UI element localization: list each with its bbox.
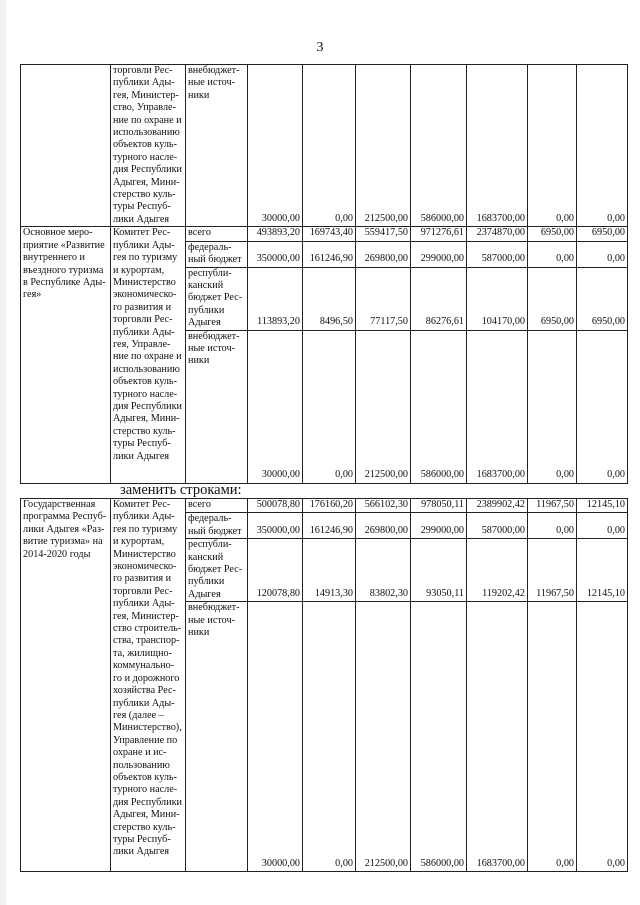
value-cell: 0,00	[303, 65, 356, 227]
name-cell: Основное меро- приятие «Развитие внутреннего и въездного туризма в Республике Ады- гея»	[21, 227, 111, 483]
value-cell: 587000,00	[467, 241, 528, 267]
value-cell: 212500,00	[356, 602, 411, 872]
value-cell: 8496,50	[303, 267, 356, 330]
source-cell: республи- канский бюджет Рес- публики Адыгея	[186, 267, 248, 330]
name-cell-empty	[21, 65, 111, 227]
value-cell: 971276,61	[411, 227, 467, 241]
name-cell: Государственная программа Респуб- лики Адыгея «Раз- витие туризма» на 2014-2020 годы	[21, 499, 111, 872]
value-cell: 6950,00	[528, 227, 577, 241]
value-cell: 212500,00	[356, 330, 411, 483]
value-cell: 0,00	[577, 602, 628, 872]
table-row	[21, 227, 628, 241]
value-cell: 559417,50	[356, 227, 411, 241]
value-cell: 6950,00	[528, 267, 577, 330]
value-cell: 586000,00	[411, 330, 467, 483]
value-cell: 12145,10	[577, 539, 628, 602]
source-cell: внебюджет- ные источ- ники	[186, 602, 248, 872]
source-cell: республи- канский бюджет Рес- публики Адыгея	[186, 539, 248, 602]
value-cell: 566102,30	[356, 499, 411, 513]
value-cell: 586000,00	[411, 602, 467, 872]
value-cell: 500078,80	[248, 499, 303, 513]
value-cell: 0,00	[528, 241, 577, 267]
table-row	[21, 65, 628, 227]
value-cell: 269800,00	[356, 241, 411, 267]
value-cell: 0,00	[528, 602, 577, 872]
value-cell: 0,00	[303, 602, 356, 872]
value-cell: 77117,50	[356, 267, 411, 330]
value-cell: 0,00	[528, 330, 577, 483]
value-cell: 0,00	[577, 330, 628, 483]
value-cell: 11967,50	[528, 499, 577, 513]
value-cell: 104170,00	[467, 267, 528, 330]
source-cell: федераль- ный бюджет	[186, 513, 248, 539]
source-cell: федераль- ный бюджет	[186, 241, 248, 267]
value-cell: 93050,11	[411, 539, 467, 602]
value-cell: 586000,00	[411, 65, 467, 227]
value-cell: 83802,30	[356, 539, 411, 602]
source-cell: всего	[186, 227, 248, 241]
value-cell: 1683700,00	[467, 65, 528, 227]
value-cell: 1683700,00	[467, 330, 528, 483]
value-cell: 86276,61	[411, 267, 467, 330]
value-cell: 14913,30	[303, 539, 356, 602]
source-cell: всего	[186, 499, 248, 513]
scan-edge	[0, 0, 6, 905]
value-cell: 350000,00	[248, 513, 303, 539]
value-cell: 493893,20	[248, 227, 303, 241]
value-cell: 0,00	[577, 513, 628, 539]
value-cell: 350000,00	[248, 241, 303, 267]
value-cell: 30000,00	[248, 330, 303, 483]
value-cell: 6950,00	[577, 227, 628, 241]
value-cell: 30000,00	[248, 602, 303, 872]
value-cell: 12145,10	[577, 499, 628, 513]
page-number: 3	[316, 40, 324, 55]
value-cell: 161246,90	[303, 513, 356, 539]
value-cell: 11967,50	[528, 539, 577, 602]
value-cell: 0,00	[528, 513, 577, 539]
table-replacement-rows	[20, 498, 628, 872]
value-cell: 2389902,42	[467, 499, 528, 513]
value-cell: 120078,80	[248, 539, 303, 602]
value-cell: 0,00	[303, 330, 356, 483]
value-cell: 176160,20	[303, 499, 356, 513]
executor-cell: Комитет Рес- публики Ады- гея по туризму и курортам, Министерство экономическо- го развития и торговли Рес- публики Ады- гея, Управле- ние по охране и использованию объектов куль- турного насле- дия Республики Адыгея, Мини- стерство куль- туры Респуб- лики Адыгея	[111, 227, 186, 483]
value-cell: 1683700,00	[467, 602, 528, 872]
value-cell: 30000,00	[248, 65, 303, 227]
value-cell: 269800,00	[356, 513, 411, 539]
value-cell: 0,00	[577, 241, 628, 267]
source-cell: внебюджет- ные источ- ники	[186, 330, 248, 483]
value-cell: 0,00	[528, 65, 577, 227]
value-cell: 169743,40	[303, 227, 356, 241]
value-cell: 6950,00	[577, 267, 628, 330]
value-cell: 978050,11	[411, 499, 467, 513]
value-cell: 299000,00	[411, 241, 467, 267]
value-cell: 299000,00	[411, 513, 467, 539]
value-cell: 113893,20	[248, 267, 303, 330]
source-cell: внебюджет- ные источ- ники	[186, 65, 248, 227]
value-cell: 161246,90	[303, 241, 356, 267]
value-cell: 119202,42	[467, 539, 528, 602]
executor-cell: Комитет Рес- публики Ады- гея по туризму и курортам, Министерство экономическо- го развития и торговли Рес- публики Ады- гея, Министер- ство строитель- ства, транспор- та, жилищно- коммунально- го и дорожного хозяйства Рес- публики Ады- гея (далее – Министерство), Управление по охране и ис- пользованию объектов куль- турного насле- дия Республики Адыгея, Мини- стерство куль- туры Респуб- лики Адыгея	[111, 499, 186, 872]
value-cell: 2374870,00	[467, 227, 528, 241]
table-row	[21, 499, 628, 513]
replace-caption: заменить строками:	[120, 482, 242, 498]
value-cell: 0,00	[577, 65, 628, 227]
table-original-rows	[20, 64, 628, 484]
value-cell: 212500,00	[356, 65, 411, 227]
executor-cell: торговли Рес- публики Ады- гея, Министер- ство, Управле- ние по охране и использованию объектов куль- турного насле- дия Республики Адыгея, Мини- стерство куль- туры Респуб- лики Адыгея	[111, 65, 186, 227]
value-cell: 587000,00	[467, 513, 528, 539]
